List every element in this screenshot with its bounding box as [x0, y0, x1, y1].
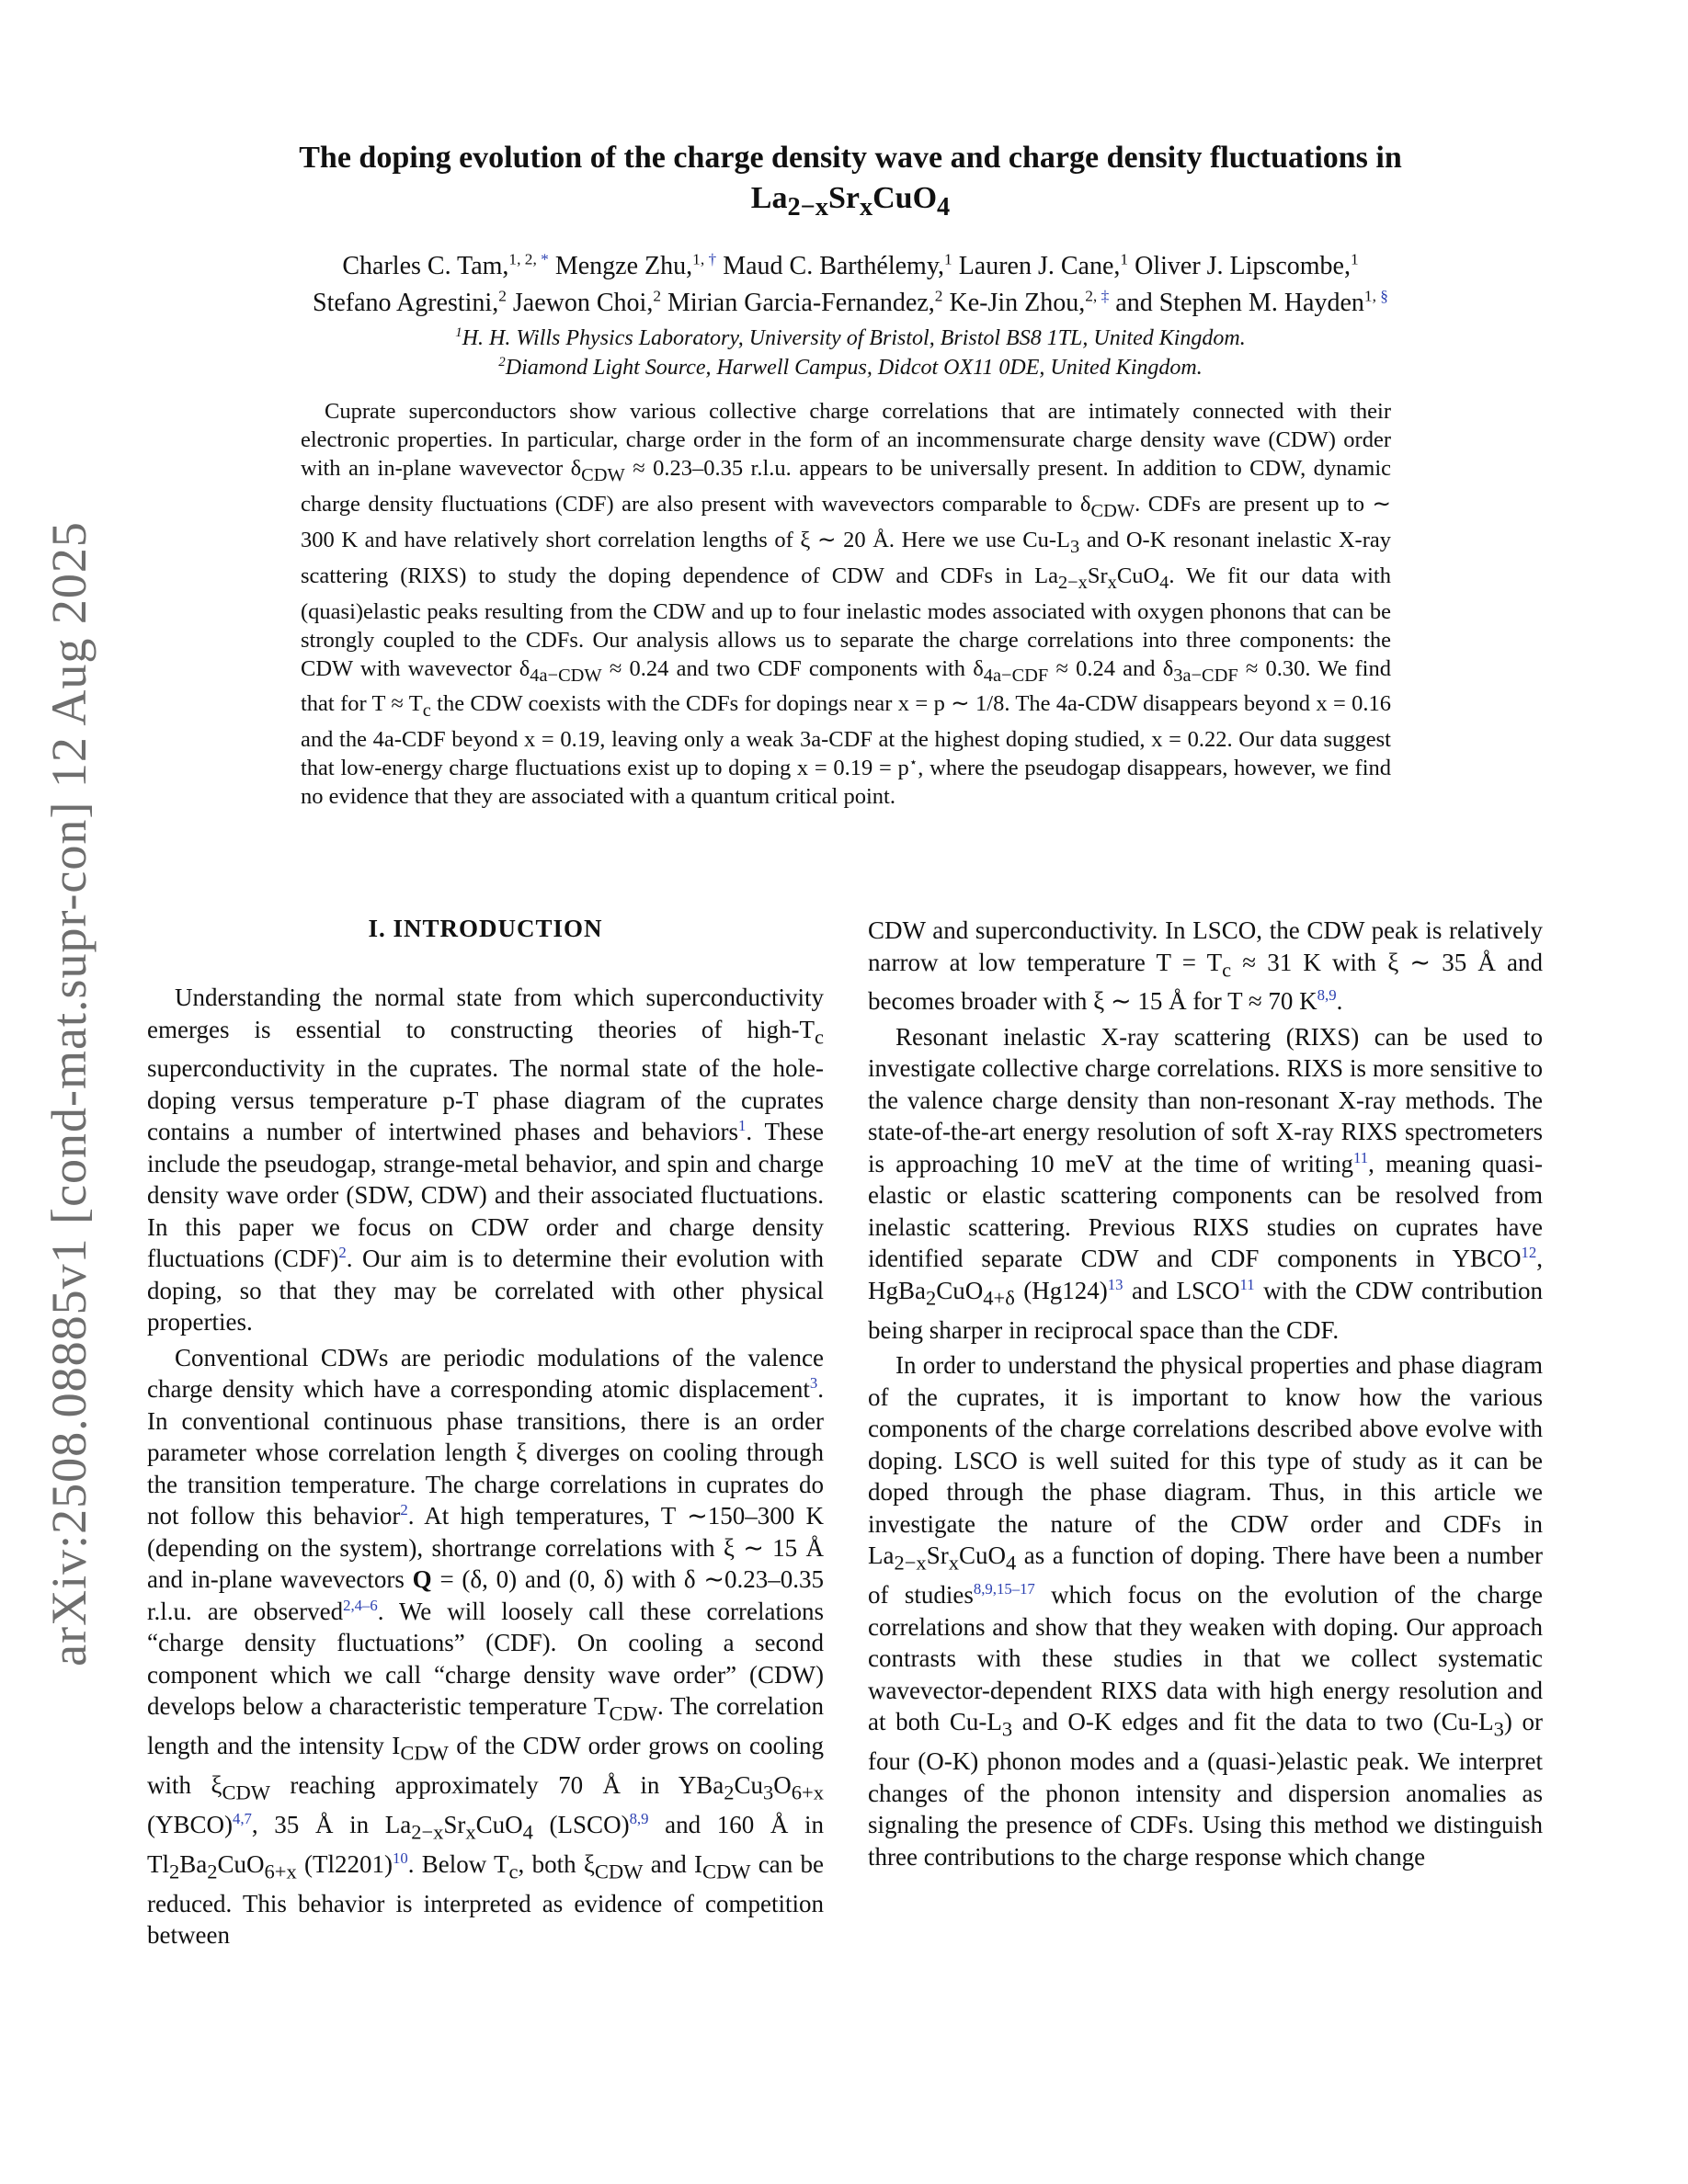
author-name: Stefano Agrestini,	[313, 289, 499, 317]
affiliation-1: $^1$H. H. Wills Physics Laboratory, University of Bristol, Bristol BS8 1TL, United Kingdom.	[455, 325, 1246, 350]
arxiv-side-stamp	[28, 469, 110, 1719]
footnote-link[interactable]: ‡	[1097, 287, 1110, 305]
affiliations	[156, 324, 1545, 382]
citation-link[interactable]: 8,9	[629, 1810, 649, 1828]
author-line-2: Stefano Agrestini,$^2$ Jaewon Choi,$^2$ Mirian Garcia-Fernandez,$^2$ Ke-Jin Zhou,$^{2,}$ ‡ and Stephen M. Hayden$^{1,}$ §	[313, 287, 1388, 317]
author-name: Charles C. Tam,	[342, 252, 509, 280]
author-name: Jaewon Choi,	[506, 289, 654, 317]
citation-link[interactable]: 2	[400, 1501, 408, 1519]
paragraph: In order to understand the physical properties and phase diagram of the cuprates, it is important to know how the various components of the charge correlations described above evolve with doping. LSCO is well suited for this type of study as it can be doped through the phase diagram. Thus, in this article we investigate the nature of the CDW order and CDFs in $La_{2-x}Sr_xCuO_4$ as a function of doping. There have been a number of studies$^{8,9,15-17}$ which focus on the evolution of the charge correlations and show that they weaken with doping. Our approach contrasts with these studies in that we collect systematic wavevector-dependent RIXS data with high energy resolution and at both $Cu-L_3$ and O-K edges and fit the data to two $(Cu-L_3)$ or four (O-K) phonon modes and a (quasi-)elastic peak. We interpret changes of the phonon intensity and dispersion anomalies as signaling the presence of CDFs. Using this method we distinguish three contributions to the charge response which change	[868, 1351, 1544, 1871]
author-name: Mirian Garcia-Fernandez,	[661, 289, 935, 317]
citation-link[interactable]: 8,9	[1317, 986, 1337, 1005]
author-list	[156, 248, 1545, 322]
paragraph: Understanding the normal state from which superconductivity emerges is essential to constructing theories of high-$T_c$ superconductivity in the cuprates. The normal state of the hole-doping versus temperature p-T phase diagram of the cuprates contains a number of intertwined phases and behaviors$^1$. These include the pseudogap, strange-metal behavior, and spin and charge density wave order (SDW, CDW) and their associated fluctuations. In this paper we focus on CDW order and charge density fluctuations (CDF)$^2$. Our aim is to determine their evolution with doping, so that they may be correlated with other physical properties.	[147, 984, 825, 1337]
citation-link[interactable]: 1	[738, 1117, 747, 1135]
author-name: and Stephen M. Hayden	[1109, 289, 1364, 317]
citation-link[interactable]: 4,7	[233, 1810, 252, 1828]
paper-title	[156, 138, 1545, 228]
citation-link[interactable]: 3	[809, 1374, 818, 1393]
right-column	[868, 915, 1543, 1872]
citation-link[interactable]: 11	[1353, 1148, 1369, 1166]
affiliation-2: $^2$Diamond Light Source, Harwell Campus, Didcot OX11 0DE, United Kingdom.	[498, 355, 1203, 380]
citation-link[interactable]: 2,4–6	[343, 1596, 378, 1614]
paragraph: Resonant inelastic X-ray scattering (RIXS) can be used to investigate collective charge correlations. RIXS is more sensitive to the valence charge density than non-resonant X-ray methods. The state-of-the-art energy resolution of soft X-ray RIXS spectrometers is approaching 10 meV at the time of writing$^{11}$, meaning quasi-elastic or elastic scattering components can be resolved from inelastic scattering. Previous RIXS studies on cuprates have identified separate CDW and CDF components in YBCO$^{12}$, HgBa$_2$CuO$_{4+\delta}$ (Hg124)$^{13}$ and LSCO$^{11}$ with the CDW contribution being sharper in reciprocal space than the CDF.	[868, 1022, 1544, 1344]
author-name: Lauren J. Cane,	[952, 252, 1121, 280]
citation-link[interactable]: 11	[1239, 1275, 1255, 1293]
title-line-2: $La_{2-x}Sr_xCuO_4$	[750, 181, 951, 222]
left-column	[147, 982, 824, 1951]
footnote-link[interactable]: *	[536, 250, 549, 268]
citation-link[interactable]: 13	[1107, 1275, 1123, 1293]
author-line-1: Charles C. Tam,$^{1, 2,}$ * Mengze Zhu,$^{1,}$ † Maud C. Barthélemy,$^1$ Lauren J. Cane,$^1$ Oliver J. Lipscombe,$^1$	[342, 250, 1359, 280]
paragraph: Conventional CDWs are periodic modulations of the valence charge density which have a corresponding atomic displacement$^3$. In conventional continuous phase transitions, there is an order parameter whose correlation length ξ diverges on cooling through the transition temperature. The charge correlations in cuprates do not follow this behavior$^2$. At high temperatures, T ∼150–300 K (depending on the system), shortrange correlations with ξ ∼ 15 Å and in-plane wavevectors Q = (δ, 0) and (0, δ) with δ ∼0.23–0.35 r.l.u. are observed$^{2,4-6}$. We will loosely call these correlations “charge density fluctuations” (CDF). On cooling a second component which we call “charge density wave order” (CDW) develops below a characteristic temperature $T_{CDW}$. The correlation length and the intensity $I_{CDW}$ of the CDW order grows on cooling with $\xi_{CDW}$ reaching approximately 70 Å in $YBa_2Cu_3O_{6+x}$ (YBCO)$^{4,7}$, 35 Å in $La_{2-x}Sr_xCuO_4$ (LSCO)$^{8,9}$ and 160 Å in $Tl_2Ba_2CuO_{6+x}$ (Tl2201)$^{10}$. Below $T_c$, both $\xi_{CDW}$ and $I_{CDW}$ can be reduced. This behavior is interpreted as evidence of competition between	[147, 1343, 825, 1950]
author-name: Ke-Jin Zhou,	[942, 289, 1086, 317]
citation-link[interactable]: 10	[392, 1848, 408, 1867]
abstract: Cuprate superconductors show various collective charge correlations that are intimately connected with their electronic properties. In particular, charge order in the form of an incommensurate charge density wave (CDW) order with an in-plane wavevector $\delta_{CDW} \approx 0.23-0.35$ r.l.u. appears to be universally present. In addition to CDW, dynamic charge density fluctuations (CDF) are also present with wavevectors comparable to $\delta_{CDW}$. CDFs are present up to ∼ 300 K and have relatively short correlation lengths of ξ ∼ 20 Å. Here we use $Cu-L_3$ and O-K resonant inelastic X-ray scattering (RIXS) to study the doping dependence of CDW and CDFs in $La_{2-x}Sr_xCuO_4$. We fit our data with (quasi)elastic peaks resulting from the CDW and up to four inelastic modes associated with oxygen phonons that can be strongly coupled to the CDFs. Our analysis allows us to separate the charge correlations into three components: the CDW with wavevector $\delta_{4a-CDW} \approx 0.24$ and two CDF components with $\delta_{4a-CDF} \approx 0.24$ and $\delta_{3a-CDF} \approx 0.30$. We find that for $T \approx T_c$ the CDW coexists with the CDFs for dopings near x = p ∼ 1/8. The 4a-CDW disappears beyond x = 0.16 and the 4a-CDF beyond x = 0.19, leaving only a weak 3a-CDF at the highest doping studied, x = 0.22. Our data suggest that low-energy charge fluctuations exist up to doping x = 0.19 = p⋆, where the pseudogap disappears, however, we find no evidence that they are associated with a quantum critical point.	[301, 399, 1392, 810]
section-heading-introduction: I. INTRODUCTION	[368, 915, 603, 942]
title-line-1: The doping evolution of the charge density wave and charge density fluctuations in	[299, 141, 1402, 175]
citation-link[interactable]: 8,9,15–17	[973, 1580, 1035, 1598]
author-name: Oliver J. Lipscombe,	[1128, 252, 1351, 280]
citation-link[interactable]: 2	[338, 1244, 347, 1262]
citation-link[interactable]: 12	[1521, 1244, 1537, 1262]
arxiv-identifier[interactable]: arXiv:2508.08885v1 [cond-mat.supr-con] 12 Aug 2025	[41, 521, 97, 1666]
paragraph: CDW and superconductivity. In LSCO, the CDW peak is relatively narrow at low temperature $T = T_c \approx 31$ K with ξ ∼ 35 Å and becomes broader with ξ ∼ 15 Å for T ≈ 70 K$^{8,9}$.	[868, 916, 1543, 1016]
author-name: Maud C. Barthélemy,	[716, 252, 945, 280]
author-name: Mengze Zhu,	[548, 252, 693, 280]
footnote-link[interactable]: †	[704, 250, 717, 268]
footnote-link[interactable]: §	[1375, 287, 1388, 305]
